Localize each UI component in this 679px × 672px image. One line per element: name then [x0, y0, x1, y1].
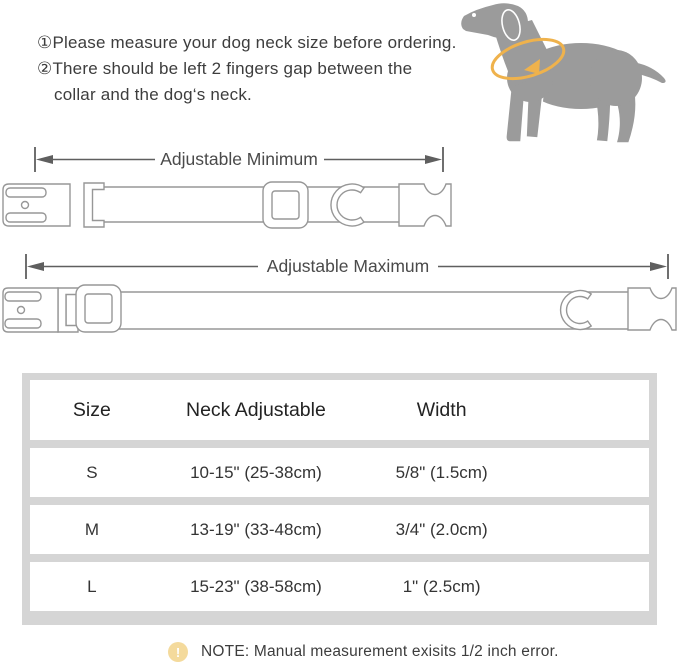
arrow-right-icon: [650, 262, 667, 271]
dog-eye: [472, 13, 476, 17]
cell-width: 3/4" (2.0cm): [395, 519, 488, 539]
instruction-line-1: ①Please measure your dog neck size before ordering.: [37, 33, 457, 52]
size-table-header-row: [30, 380, 649, 440]
table-row: [30, 562, 649, 611]
table-row: [30, 448, 649, 497]
collar-strap: [88, 187, 402, 222]
collar-diagram-maximum: [0, 280, 679, 344]
cell-size: S: [86, 462, 98, 482]
slider-adjuster: [76, 285, 121, 332]
instruction-line-3: collar and the dog‘s neck.: [54, 85, 252, 104]
adjustable-maximum-dimension: [18, 252, 676, 280]
slider-adjuster: [263, 182, 308, 228]
adjustable-maximum-label: Adjustable Maximum: [266, 256, 430, 276]
size-table: [22, 373, 657, 625]
cell-width: 5/8" (1.5cm): [395, 462, 488, 482]
cell-neck: 15-23" (38-58cm): [190, 576, 322, 596]
header-size: Size: [72, 398, 111, 421]
dog-silhouette-icon: [461, 3, 665, 143]
measurement-note: [168, 642, 559, 662]
male-buckle: [399, 184, 451, 226]
cell-width: 1" (2.5cm): [402, 576, 481, 596]
exclamation-icon: [168, 642, 188, 662]
cell-size: M: [84, 519, 99, 539]
cell-neck: 10-15" (25-38cm): [190, 462, 322, 482]
collar-strap: [66, 292, 630, 329]
note-text: NOTE: Manual measurement exisits 1/2 inch error.: [201, 643, 559, 660]
cell-size: L: [87, 576, 97, 596]
measuring-instructions: [37, 30, 457, 108]
adjustable-minimum-dimension: [28, 145, 450, 173]
female-buckle: [3, 288, 58, 332]
male-buckle: [628, 288, 676, 330]
exclamation-glyph: !: [175, 644, 181, 660]
header-neck-adjustable: Neck Adjustable: [186, 398, 326, 421]
arrow-right-icon: [425, 155, 442, 164]
instruction-line-2: ②There should be left 2 fingers gap between the: [37, 59, 413, 78]
collar-diagram-minimum: [0, 175, 460, 239]
cell-neck: 13-19" (33-48cm): [190, 519, 322, 539]
dog-illustration: [458, 2, 674, 152]
header-width: Width: [416, 398, 467, 421]
female-buckle: [3, 184, 70, 226]
adjustable-minimum-label: Adjustable Minimum: [160, 149, 318, 169]
table-row: [30, 505, 649, 554]
